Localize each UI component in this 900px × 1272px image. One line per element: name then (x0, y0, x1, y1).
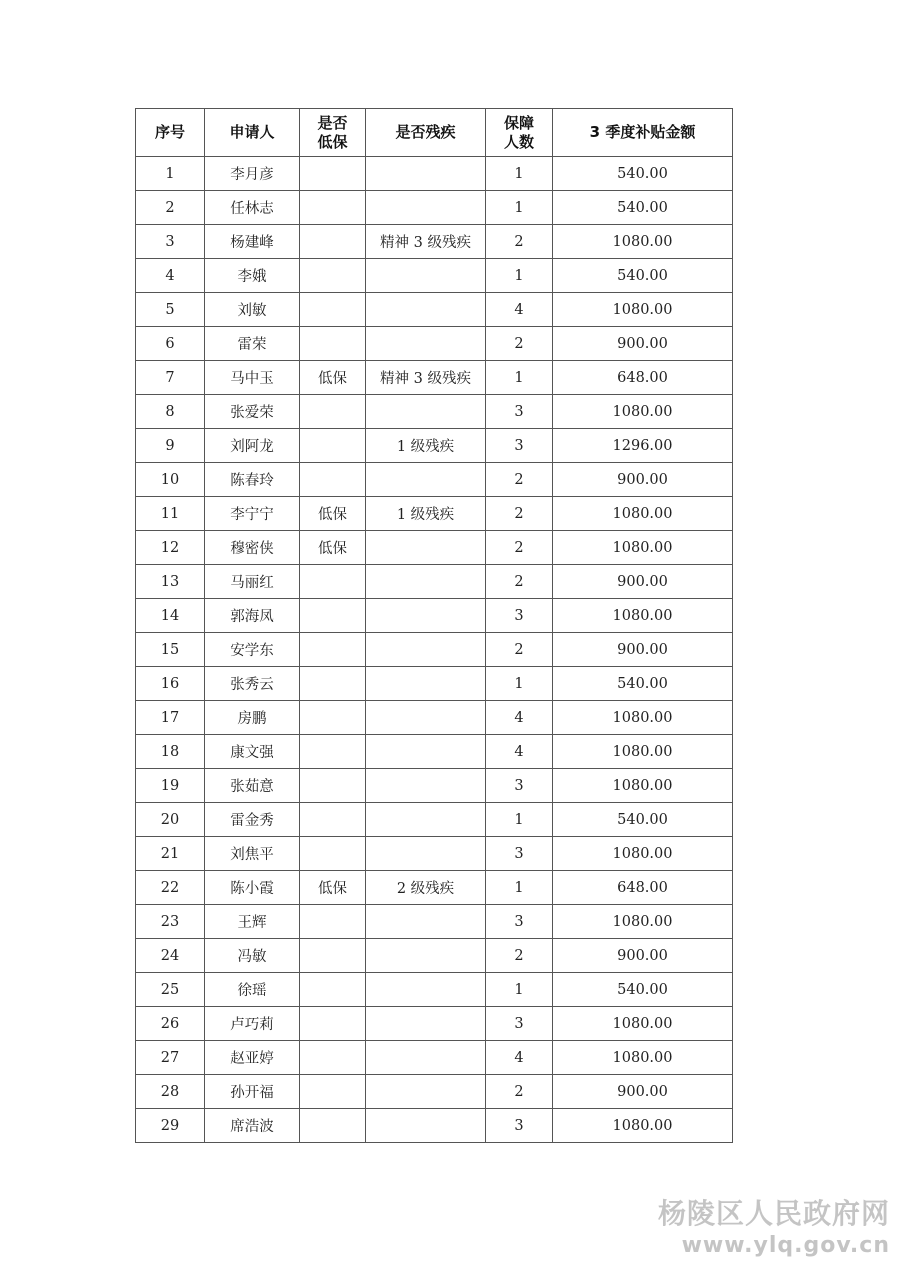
cell-low-income (300, 837, 366, 871)
cell-low-income (300, 429, 366, 463)
cell-persons: 1 (486, 361, 553, 395)
table-row (136, 395, 733, 429)
cell-applicant: 任林志 (205, 191, 300, 225)
cell-seq: 25 (136, 973, 205, 1007)
cell-amount: 900.00 (553, 463, 733, 497)
table-header-row (136, 109, 733, 157)
table-row (136, 157, 733, 191)
cell-amount: 540.00 (553, 973, 733, 1007)
cell-applicant: 康文强 (205, 735, 300, 769)
cell-disabled: 1 级残疾 (366, 429, 486, 463)
cell-amount: 540.00 (553, 259, 733, 293)
cell-applicant: 杨建峰 (205, 225, 300, 259)
cell-persons: 1 (486, 191, 553, 225)
cell-low-income (300, 803, 366, 837)
cell-amount: 1080.00 (553, 497, 733, 531)
cell-persons: 2 (486, 1075, 553, 1109)
cell-persons: 3 (486, 769, 553, 803)
cell-persons: 4 (486, 701, 553, 735)
table-row (136, 939, 733, 973)
cell-disabled: 精神 3 级残疾 (366, 225, 486, 259)
header-applicant: 申请人 (205, 109, 300, 157)
cell-persons: 3 (486, 837, 553, 871)
cell-disabled: 2 级残疾 (366, 871, 486, 905)
cell-amount: 1080.00 (553, 531, 733, 565)
cell-disabled (366, 735, 486, 769)
cell-applicant: 安学东 (205, 633, 300, 667)
table-row (136, 701, 733, 735)
cell-applicant: 郭海凤 (205, 599, 300, 633)
cell-persons: 2 (486, 327, 553, 361)
cell-seq: 23 (136, 905, 205, 939)
cell-seq: 26 (136, 1007, 205, 1041)
cell-seq: 22 (136, 871, 205, 905)
cell-persons: 1 (486, 259, 553, 293)
table-row (136, 497, 733, 531)
cell-applicant: 穆密侠 (205, 531, 300, 565)
cell-amount: 1080.00 (553, 293, 733, 327)
cell-amount: 540.00 (553, 667, 733, 701)
cell-amount: 1080.00 (553, 599, 733, 633)
cell-persons: 3 (486, 599, 553, 633)
cell-seq: 11 (136, 497, 205, 531)
cell-seq: 21 (136, 837, 205, 871)
watermark-title: 杨陵区人民政府网 (657, 1197, 890, 1230)
cell-disabled (366, 565, 486, 599)
table-row (136, 599, 733, 633)
header-persons-line2: 人数 (503, 132, 534, 151)
cell-low-income: 低保 (300, 871, 366, 905)
cell-seq: 28 (136, 1075, 205, 1109)
cell-seq: 8 (136, 395, 205, 429)
cell-low-income: 低保 (300, 531, 366, 565)
header-amount: 3 季度补贴金额 (553, 109, 733, 157)
cell-seq: 5 (136, 293, 205, 327)
cell-applicant: 马丽红 (205, 565, 300, 599)
cell-low-income (300, 259, 366, 293)
cell-persons: 3 (486, 1109, 553, 1143)
cell-low-income (300, 1007, 366, 1041)
header-seq: 序号 (136, 109, 205, 157)
cell-seq: 15 (136, 633, 205, 667)
cell-seq: 18 (136, 735, 205, 769)
cell-low-income (300, 1041, 366, 1075)
cell-seq: 13 (136, 565, 205, 599)
cell-low-income (300, 157, 366, 191)
cell-seq: 7 (136, 361, 205, 395)
cell-amount: 1080.00 (553, 837, 733, 871)
cell-disabled (366, 327, 486, 361)
cell-applicant: 王辉 (205, 905, 300, 939)
cell-applicant: 陈小霞 (205, 871, 300, 905)
cell-persons: 4 (486, 1041, 553, 1075)
cell-disabled (366, 1007, 486, 1041)
table-row (136, 361, 733, 395)
cell-disabled (366, 769, 486, 803)
cell-low-income (300, 633, 366, 667)
cell-seq: 10 (136, 463, 205, 497)
cell-amount: 900.00 (553, 565, 733, 599)
cell-persons: 2 (486, 463, 553, 497)
cell-persons: 2 (486, 939, 553, 973)
cell-persons: 1 (486, 667, 553, 701)
table-row (136, 837, 733, 871)
cell-amount: 1080.00 (553, 1007, 733, 1041)
cell-seq: 9 (136, 429, 205, 463)
cell-amount: 1080.00 (553, 1109, 733, 1143)
cell-low-income (300, 327, 366, 361)
table-row (136, 463, 733, 497)
header-low-income (300, 109, 366, 157)
cell-disabled (366, 939, 486, 973)
table-row (136, 1041, 733, 1075)
cell-disabled (366, 259, 486, 293)
cell-amount: 900.00 (553, 939, 733, 973)
cell-applicant: 张爱荣 (205, 395, 300, 429)
cell-applicant: 刘阿龙 (205, 429, 300, 463)
subsidy-table (135, 108, 733, 1143)
cell-persons: 4 (486, 735, 553, 769)
cell-amount: 1080.00 (553, 905, 733, 939)
cell-amount: 540.00 (553, 157, 733, 191)
cell-low-income (300, 395, 366, 429)
cell-low-income (300, 939, 366, 973)
cell-applicant: 张茹意 (205, 769, 300, 803)
cell-amount: 900.00 (553, 633, 733, 667)
table-row (136, 327, 733, 361)
cell-amount: 1296.00 (553, 429, 733, 463)
cell-amount: 1080.00 (553, 735, 733, 769)
cell-seq: 27 (136, 1041, 205, 1075)
table-row (136, 667, 733, 701)
header-persons-line1: 保障 (503, 113, 534, 132)
table-body (136, 157, 733, 1143)
cell-disabled (366, 701, 486, 735)
cell-disabled (366, 191, 486, 225)
header-persons (486, 109, 553, 157)
cell-disabled (366, 905, 486, 939)
cell-persons: 4 (486, 293, 553, 327)
cell-amount: 540.00 (553, 191, 733, 225)
cell-disabled (366, 1075, 486, 1109)
cell-amount: 648.00 (553, 871, 733, 905)
cell-persons: 1 (486, 803, 553, 837)
header-low-income-line1: 是否 (317, 113, 348, 132)
cell-applicant: 雷荣 (205, 327, 300, 361)
cell-low-income (300, 735, 366, 769)
cell-persons: 2 (486, 565, 553, 599)
table-row (136, 803, 733, 837)
cell-seq: 6 (136, 327, 205, 361)
table-row (136, 1075, 733, 1109)
cell-persons: 2 (486, 225, 553, 259)
table-row (136, 1109, 733, 1143)
cell-disabled (366, 633, 486, 667)
cell-seq: 12 (136, 531, 205, 565)
cell-applicant: 陈春玲 (205, 463, 300, 497)
cell-disabled (366, 803, 486, 837)
cell-seq: 29 (136, 1109, 205, 1143)
cell-applicant: 马中玉 (205, 361, 300, 395)
cell-low-income (300, 565, 366, 599)
cell-persons: 3 (486, 1007, 553, 1041)
header-low-income-line2: 低保 (317, 132, 348, 151)
cell-disabled (366, 293, 486, 327)
cell-applicant: 雷金秀 (205, 803, 300, 837)
cell-disabled (366, 1109, 486, 1143)
cell-persons: 3 (486, 395, 553, 429)
cell-persons: 1 (486, 973, 553, 1007)
cell-persons: 2 (486, 531, 553, 565)
cell-low-income: 低保 (300, 497, 366, 531)
cell-low-income (300, 463, 366, 497)
cell-seq: 1 (136, 157, 205, 191)
cell-disabled (366, 463, 486, 497)
cell-seq: 2 (136, 191, 205, 225)
table-row (136, 871, 733, 905)
cell-seq: 16 (136, 667, 205, 701)
cell-disabled: 1 级残疾 (366, 497, 486, 531)
cell-disabled (366, 157, 486, 191)
cell-low-income (300, 1075, 366, 1109)
cell-disabled: 精神 3 级残疾 (366, 361, 486, 395)
cell-low-income (300, 293, 366, 327)
table-row (136, 1007, 733, 1041)
watermark-url: www.ylq.gov.cn (681, 1233, 890, 1258)
cell-disabled (366, 599, 486, 633)
cell-applicant: 赵亚婷 (205, 1041, 300, 1075)
cell-seq: 14 (136, 599, 205, 633)
cell-seq: 20 (136, 803, 205, 837)
cell-applicant: 李宁宁 (205, 497, 300, 531)
header-disabled: 是否残疾 (366, 109, 486, 157)
cell-disabled (366, 973, 486, 1007)
cell-disabled (366, 837, 486, 871)
cell-applicant: 刘焦平 (205, 837, 300, 871)
cell-seq: 19 (136, 769, 205, 803)
cell-amount: 900.00 (553, 1075, 733, 1109)
cell-persons: 3 (486, 905, 553, 939)
table-row (136, 565, 733, 599)
cell-low-income (300, 225, 366, 259)
cell-low-income (300, 191, 366, 225)
cell-persons: 2 (486, 497, 553, 531)
cell-applicant: 李娥 (205, 259, 300, 293)
table-row (136, 293, 733, 327)
table-row (136, 633, 733, 667)
table-row (136, 429, 733, 463)
cell-applicant: 孙开福 (205, 1075, 300, 1109)
cell-low-income (300, 599, 366, 633)
cell-persons: 1 (486, 157, 553, 191)
cell-low-income (300, 667, 366, 701)
cell-applicant: 李月彦 (205, 157, 300, 191)
table-row (136, 191, 733, 225)
cell-amount: 1080.00 (553, 395, 733, 429)
cell-persons: 2 (486, 633, 553, 667)
cell-applicant: 席浩波 (205, 1109, 300, 1143)
cell-applicant: 徐瑶 (205, 973, 300, 1007)
cell-amount: 1080.00 (553, 225, 733, 259)
cell-disabled (366, 395, 486, 429)
cell-amount: 540.00 (553, 803, 733, 837)
cell-seq: 4 (136, 259, 205, 293)
cell-disabled (366, 531, 486, 565)
cell-applicant: 刘敏 (205, 293, 300, 327)
cell-low-income (300, 973, 366, 1007)
table-row (136, 769, 733, 803)
cell-seq: 3 (136, 225, 205, 259)
cell-low-income (300, 701, 366, 735)
cell-low-income (300, 905, 366, 939)
table-row (136, 259, 733, 293)
table-row (136, 735, 733, 769)
cell-applicant: 冯敏 (205, 939, 300, 973)
cell-disabled (366, 1041, 486, 1075)
cell-low-income (300, 769, 366, 803)
cell-applicant: 卢巧莉 (205, 1007, 300, 1041)
cell-applicant: 房鹏 (205, 701, 300, 735)
cell-amount: 1080.00 (553, 1041, 733, 1075)
table-row (136, 905, 733, 939)
cell-applicant: 张秀云 (205, 667, 300, 701)
table-row (136, 531, 733, 565)
table-row (136, 973, 733, 1007)
cell-seq: 17 (136, 701, 205, 735)
cell-low-income (300, 1109, 366, 1143)
cell-low-income: 低保 (300, 361, 366, 395)
cell-persons: 3 (486, 429, 553, 463)
cell-amount: 900.00 (553, 327, 733, 361)
table-row (136, 225, 733, 259)
cell-amount: 1080.00 (553, 701, 733, 735)
cell-seq: 24 (136, 939, 205, 973)
cell-persons: 1 (486, 871, 553, 905)
cell-disabled (366, 667, 486, 701)
site-watermark (658, 1196, 890, 1260)
cell-amount: 648.00 (553, 361, 733, 395)
cell-amount: 1080.00 (553, 769, 733, 803)
